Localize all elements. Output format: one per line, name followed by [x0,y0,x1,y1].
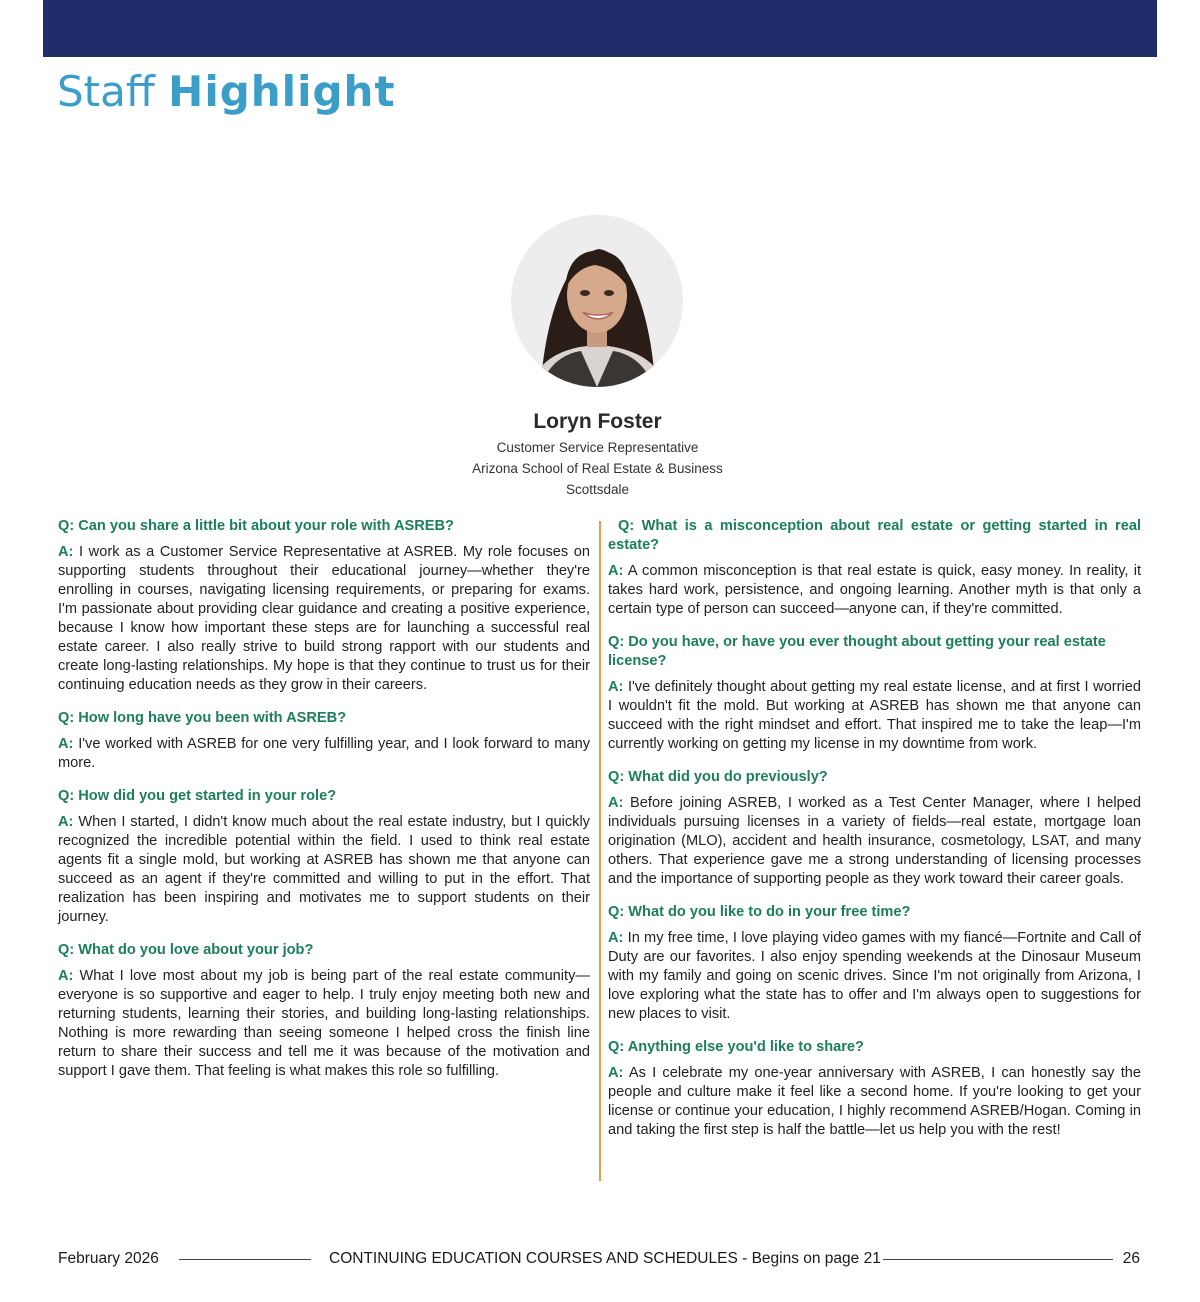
answer [608,794,1141,889]
answer [58,735,590,773]
question: Q: Do you have, or have you ever thought about getting your real estate license? [608,634,1106,669]
footer-center-text: CONTINUING EDUCATION COURSES AND SCHEDULES - Begins on page 21 [329,1250,881,1267]
answer [608,1064,1141,1140]
answer-text: A common misconception is that real estate is quick, easy money. In reality, it takes hard work, persistence, and ongoing learning. Another myth is that only a certain type of person can succeed—anyone can, if they're committed. [608,563,1142,617]
footer-date: February 2026 [58,1250,159,1267]
title-bold: Highlight [168,67,396,116]
answer [608,929,1141,1024]
answer-text: As I celebrate my one-year anniversary with ASREB, I can honestly say the people and culture make it feel like a second home. If you're looking to get your license or continue your education, I highly recommend ASREB/Hogan. Coming in and taking the first step is half the battle—let us help you with the rest! [608,1065,1141,1138]
answer-label: A: [608,930,624,946]
footer-rule-right [883,1259,1113,1260]
header-bar [43,0,1157,57]
answer-label: A: [608,679,624,695]
question: Q: What is a misconception about real estate or getting started in real estate? [608,518,1141,553]
question: Q: What do you love about your job? [58,942,314,958]
answer-label: A: [58,968,74,984]
answer [608,678,1141,754]
answer-label: A: [608,795,624,811]
answer-text: When I started, I didn't know much about the real estate industry, but I quickly recognized the incredible potential within the field. I used to think real estate agents fit a single mold, but working at ASREB has shown me that anyone can succeed as an agent if they're committed and willing to put in the effort. That realization has been inspiring and motivates me to support students on their journey. [58,814,590,925]
answer-label: A: [58,544,74,560]
answer-label: A: [608,1065,624,1081]
answer-text: In my free time, I love playing video games with my fiancé—Fortnite and Call of Duty are our favorites. I also enjoy spending weekends at the Dinosaur Museum with my family and going on scenic drives. Since I'm not originally from Arizona, I love exploring what the state has to offer and I'm always open to suggestions for new places to visit. [608,930,1141,1022]
answer-text: Before joining ASREB, I worked as a Test Center Manager, where I helped individuals pursuing licenses in a variety of fields—real estate, mortgage loan origination (MLO), accident and health insurance, cosmetology, LSAT, and many others. That experience gave me a strong understanding of licensing processes and the importance of supporting people as they work toward their career goals. [608,795,1141,887]
person-role: Customer Service Representative [496,440,699,455]
profile-photo [511,215,683,387]
page-footer [58,1248,1140,1270]
page-title [57,64,396,120]
answer-text: I've worked with ASREB for one very fulfilling year, and I look forward to many more. [58,736,590,771]
question: Q: Can you share a little bit about your role with ASREB? [58,518,454,534]
column-divider [599,521,601,1181]
answer [608,562,1141,619]
answer-text: I work as a Customer Service Representative at ASREB. My role focuses on supporting students throughout their educational journey—whether they're enrolling in courses, navigating licensing requirements, or preparing for exams. I'm passionate about providing clear guidance and creating a positive experience, because I know how important these steps are for launching a successful real estate career. I also really strive to build strong rapport with our students and create long-lasting relationships. My hope is that they continue to trust us for their continuing education needs as they grow in their careers. [58,544,590,693]
person-name: Loryn Foster [533,410,662,433]
question: Q: What do you like to do in your free time? [608,904,911,920]
answer-label: A: [58,736,74,752]
question: Q: Anything else you'd like to share? [608,1039,864,1055]
question: Q: How long have you been with ASREB? [58,710,347,726]
right-column [608,517,1141,1154]
person-location: Scottsdale [565,482,630,497]
answer [58,967,590,1081]
question: Q: How did you get started in your role? [58,788,337,804]
left-column [58,517,590,1095]
portrait-illustration [511,215,683,387]
answer [58,813,590,927]
page-number: 26 [1122,1250,1140,1267]
question: Q: What did you do previously? [608,769,828,785]
answer-label: A: [608,563,624,579]
title-light: Staff [57,67,155,116]
footer-rule-left [179,1259,311,1260]
person-school: Arizona School of Real Estate & Business [472,461,723,476]
answer [58,543,590,695]
answer-text: I've definitely thought about getting my real estate license, and at first I worried I wouldn't fit the mold. But working at ASREB has shown me that anyone can succeed with the right mindset and effort. That inspired me to take the leap—I'm currently working on getting my license in my downtime from work. [608,679,1141,752]
answer-label: A: [58,814,74,830]
answer-text: What I love most about my job is being part of the real estate community—everyone is so supportive and eager to help. I truly enjoy meeting both new and returning students, learning their stories, and building long-lasting relationships. Nothing is more rewarding than seeing someone I helped cross the finish line return to share their success and tell me it was because of the motivation and support I gave them. That feeling is what makes this role so fulfilling. [58,968,590,1079]
